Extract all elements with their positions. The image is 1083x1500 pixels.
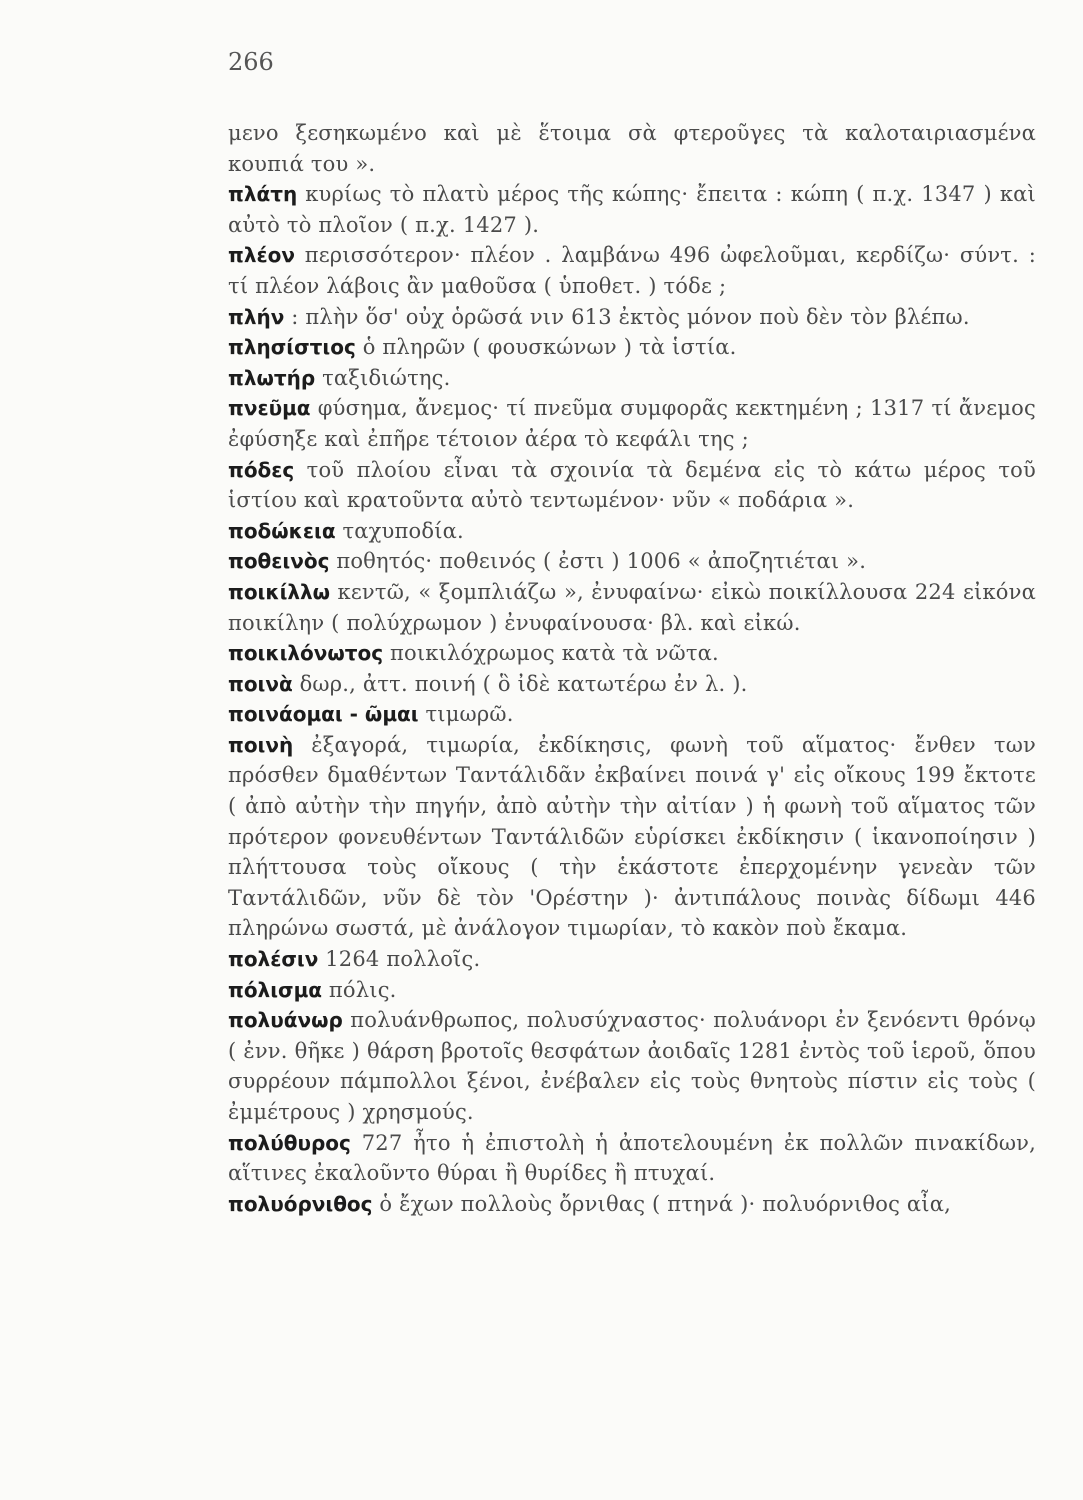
entry-text: ταχυποδία. bbox=[335, 518, 464, 543]
entry bbox=[228, 944, 1036, 975]
entry-text: κυρίως τὸ πλατὺ μέρος τῆς κώπης· ἔπειτα : κώπη ( π.χ. 1347 ) καὶ αὐτὸ τὸ πλοῖον ( π.χ. 1427 ). bbox=[228, 182, 1036, 237]
entry-text: τιμωρῶ. bbox=[418, 702, 514, 727]
entry-lemma: πλησίστιος bbox=[228, 335, 356, 360]
entry-text: ὁ ἔχων πολλοὺς ὄρνιθας ( πτηνά )· πολυόρνιθος αἶα, bbox=[372, 1191, 951, 1216]
entry bbox=[228, 730, 1036, 944]
entry-lemma: πολυόρνιθος bbox=[228, 1191, 373, 1216]
entry-text: τοῦ πλοίου εἶναι τὰ σχοινία τὰ δεμένα εἰς τὸ κάτω μέρος τοῦ ἱστίου καὶ κρατοῦντα αὐτὸ τεντωμένον· νῦν « ποδάρια ». bbox=[228, 457, 1036, 513]
entry-text: κεντῶ, « ξομπλιάζω », ἐνυφαίνω· εἰκὼ ποικίλλουσα 224 εἰκόνα ποικίλην ( πολύχρωμον ) ἐνυφαίνουσα· βλ. καὶ εἰκώ. bbox=[228, 579, 1036, 635]
entry bbox=[228, 393, 1036, 454]
entry bbox=[228, 363, 1036, 394]
entry bbox=[228, 1005, 1036, 1127]
entry-lemma: πλέον bbox=[228, 243, 295, 268]
entry-lemma: πλήν bbox=[228, 304, 285, 329]
entry-text: ὁ πληρῶν ( φουσκώνων ) τὰ ἱστία. bbox=[355, 335, 737, 360]
entry-text: ταξιδιώτης. bbox=[315, 365, 451, 390]
entry-lemma: πνεῦμα bbox=[228, 396, 311, 421]
entry-lemma: ποικιλόνωτος bbox=[228, 641, 384, 666]
entry bbox=[228, 546, 1036, 577]
continuation-text: μενο ξεσηκωμένο καὶ μὲ ἕτοιμα σὰ φτεροῦγες τὰ καλοταιριασμένα κουπιά του ». bbox=[228, 121, 1036, 176]
entry-lemma: πόλισμα bbox=[228, 977, 323, 1002]
continuation-paragraph bbox=[228, 118, 1036, 179]
entry-text: πολυάνθρωπος, πολυσύχναστος· πολυάνορι ἐν ξενόεντι θρόνῳ ( ἐνν. θῆκε ) θάρση βροτοῖς θεσφάτων ἀοιδαῖς 1281 ἐντὸς τοῦ ἱεροῦ, ὅπου συρρέουν πάμπολλοι ξένοι, ἐνέβαλεν εἰς τοὺς θνητοὺς πίστιν εἰς τοὺς ( ἐμμέτρους ) χρησμούς. bbox=[228, 1008, 1036, 1124]
entry-text: φύσημα, ἄνεμος· τί πνεῦμα συμφορᾶς κεκτημένη ; 1317 τί ἄνεμος ἐφύσηξε καὶ ἐπῆρε τέτοιον ἀέρα τὸ κεφάλι της ; bbox=[228, 396, 1036, 451]
glossary-text bbox=[228, 118, 1036, 1219]
entry bbox=[228, 302, 1036, 333]
entry bbox=[228, 332, 1036, 363]
entry-text: ἐξαγορά, τιμωρία, ἐκδίκησις, φωνὴ τοῦ αἵματος· ἔνθεν των πρόσθεν δμαθέντων Ταντάλιδᾶν ἐκβαίνει ποινά γ' εἰς οἴκους 199 ἔκτοτε ( ἀπὸ αὐτὴν τὴν πηγήν, ἀπὸ αὐτὴν τὴν αἰτίαν ) ἡ φωνὴ τοῦ αἵματος τῶν πρότερον φονευθέντων Ταντάλιδῶν εὑρίσκει ἐκδίκησιν ( ἱκανοποίησιν ) πλήττουσα τοὺς οἴκους ( τὴν ἑκάστοτε ἐπερχομένην γενεὰν τῶν Ταντάλιδῶν, νῦν δὲ τὸν 'Ορέστην )· ἀντιπάλους ποινὰς δίδωμι 446 πληρώνω σωστά, μὲ ἀνάλογον τιμωρίαν, τὸ κακὸν ποὺ ἔκαμα. bbox=[228, 732, 1036, 941]
entry bbox=[228, 1189, 1036, 1220]
entry bbox=[228, 669, 1036, 700]
entry bbox=[228, 1128, 1036, 1189]
entry bbox=[228, 638, 1036, 669]
entry-lemma: πολέσιν bbox=[228, 947, 319, 972]
entry-lemma: πλάτη bbox=[228, 182, 298, 207]
entry-lemma: πολυάνωρ bbox=[228, 1008, 343, 1033]
entry bbox=[228, 699, 1036, 730]
entry-lemma: ποθεινὸς bbox=[228, 549, 330, 574]
entry bbox=[228, 516, 1036, 547]
entry bbox=[228, 179, 1036, 240]
entry-text: ποικιλόχρωμος κατὰ τὰ νῶτα. bbox=[383, 641, 719, 666]
entry-text: : πλὴν ὅσ' οὐχ ὁρῶσά νιν 613 ἐκτὸς μόνον ποὺ δὲν τὸν βλέπω. bbox=[284, 304, 970, 329]
entry-lemma: πόδες bbox=[228, 457, 295, 482]
entry-text: 727 ἦτο ἡ ἐπιστολὴ ἡ ἀποτελουμένη ἐκ πολλῶν πινακίδων, αἵτινες ἐκαλοῦντο θύραι ἢ θυρίδες ἢ πτυχαί. bbox=[228, 1130, 1036, 1186]
entry-lemma: πολύθυρος bbox=[228, 1130, 351, 1155]
entry-text: περισσότερον· πλέον . λαμβάνω 496 ὠφελοῦμαι, κερδίζω· σύντ. : τί πλέον λάβοις ἂν μαθοῦσα ( ὑποθετ. ) τόδε ; bbox=[228, 243, 1036, 298]
entry-text: ποθητός· ποθεινός ( ἐστι ) 1006 « ἀποζητιέται ». bbox=[329, 549, 867, 574]
entry bbox=[228, 455, 1036, 516]
entry-lemma: ποδώκεια bbox=[228, 518, 336, 543]
entry-lemma: ποινὴ bbox=[228, 732, 294, 757]
entry bbox=[228, 577, 1036, 638]
entry-text: 1264 πολλοῖς. bbox=[318, 947, 481, 972]
entry bbox=[228, 975, 1036, 1006]
entry-lemma: πλωτήρ bbox=[228, 365, 316, 390]
entry-text: δωρ., ἀττ. ποινή ( ὃ ἰδὲ κατωτέρω ἐν λ. ). bbox=[292, 671, 748, 696]
entry-lemma: ποινὰ bbox=[228, 671, 293, 696]
entry-lemma: ποινάομαι - ῶμαι bbox=[228, 702, 419, 727]
entry-text: πόλις. bbox=[322, 977, 397, 1002]
page-number: 266 bbox=[228, 48, 274, 76]
entry-lemma: ποικίλλω bbox=[228, 579, 331, 604]
entry bbox=[228, 240, 1036, 301]
